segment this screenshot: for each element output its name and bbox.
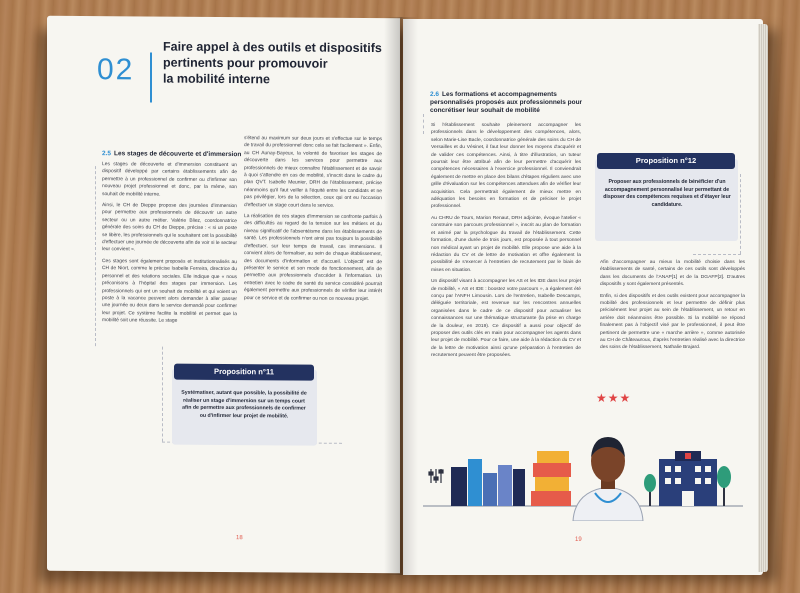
box-icon (537, 451, 569, 463)
paragraph: La réalisation de ces stages d'immersion se confronte parfois à des difficultés au regard de la tension sur les métiers et du niveau significatif de l'absentéisme dans les établissements de santé. Les professionnels n'ont ainsi pas toujours la possibilité d'effectuer, sur leur temps de travail, ces immersions. Il convient alors de formaliser, au sein de chaque établissement, des documents d'information et d'accueil. L'objectif est de présenter le service et son mode de fonctionnement, afin de permettre aux professionnels d'accéder à l'information. Un entretien avec le cadre de santé du service considéré pourrait également permettre aux professionnels de vérifier leur intérêt pour ce service et de confirmer ou non ce nouveau projet. (244, 214, 382, 302)
proposition-text: Systématiser, autant que possible, la possibilité de réaliser un stage d'immersion sur un temps court afin de permettre aux professionnels de confirmer ou d'infirmer leur projet de mobilité. (181, 389, 307, 420)
box-icon (533, 463, 571, 477)
dotted-line (693, 254, 741, 255)
doctor-icon (573, 437, 643, 521)
dotted-line (423, 114, 424, 134)
paragraph: Si l'établissement souhaite pleinement accompagner les professionnels dans le développement des compétences, alors, selon Marie-Lise Bacle, coordonnatrice générale des soins du CH de Versailles et du Vésinet, il faut leur donner les moyens d'acquérir et de valider ces compétences. Ainsi, à titre d'illustration, un tuteur pourrait leur être attribué afin de leur permettre d'acquérir les compétences nécessaires à l'exercice professionnel. Il conviendrait également de mettre en place des bilans d'étapes réguliers avec une grille d'évaluation sur les compétences attendues afin de vérifier leur acquisition. Cela permettrait également de mieux mettre en adéquation les besoins en formation et de préciser le projet professionnel. (431, 123, 581, 210)
dotted-line (740, 174, 741, 254)
proposition-title: Proposition n°12 (597, 153, 735, 169)
paragraph: Afin d'accompagner au mieux la mobilité choisie dans les établissements de santé, certains de ces outils sont développés dans les documents de l'ANAP[1] et de la DGAFP[2]. D'autres dispositifs y sont également présentés. (600, 260, 745, 288)
section-heading (102, 150, 241, 158)
chapter-divider (150, 52, 152, 102)
binder-icon (513, 469, 525, 506)
sliders-icon (429, 469, 443, 483)
box-icon (531, 491, 571, 506)
tree-icon (723, 485, 725, 506)
hospital-illustration (423, 411, 743, 521)
chapter-number: 02 (97, 53, 135, 87)
right-page (403, 19, 763, 575)
proposition-text: Proposer aux professionnels de bénéficier d'un accompagnement personnalisé leur permettant de disposer des compétences requises et d'étayer leur candidature. (603, 179, 731, 208)
dotted-line (162, 347, 163, 442)
section-heading (430, 91, 590, 115)
proposition-title: Proposition n°11 (174, 364, 314, 381)
section-title: Les formations et accompagnements personnalisés proposés aux professionnels pour concrétiser leur souhait de mobilité (430, 91, 583, 114)
chapter-title-line: pertinents pour promouvoir (163, 55, 328, 71)
box-icon (535, 477, 569, 491)
left-column-2 (244, 135, 382, 307)
page-number: 19 (575, 537, 582, 543)
right-column-1 (431, 122, 581, 364)
left-page (47, 16, 400, 573)
paragraph: Ces stages sont également proposés et institutionnalisés au CH de Niort, comme le précise Isabelle Ferreira, directrice du personnel et des relations sociales. Elle indique que « nous préconisons à l'hôpital des stages par immersion. Les professionnels qui ont un souhait de mobilité et qui voient un poste à la vacance peuvent alors demander à aller passer une journée ou deux dans le service demandé pour confirmer leur projet. Ce système facilite la mobilité et permet que la mobilité soit une réussite. Le stage (102, 259, 237, 324)
section-number: 2.5 (102, 150, 112, 158)
binder-icon (468, 459, 482, 506)
chapter-title-line: Faire appel à des outils et dispositifs (163, 39, 382, 56)
binder-icon (451, 467, 467, 506)
page-number: 18 (236, 535, 243, 542)
paragraph: Les stages de découverte et d'immersion constituent un dispositif développé par certains établissements afin de permettre à un professionnel de confirmer ou d'infirmer son nouveau projet professionnel et donc, par la même, son souhait de mobilité interne. (102, 162, 237, 198)
paragraph: Ainsi, le CH de Dieppe propose des journées d'immersion pour permettre aux professionnels de découvrir un autre secteur ou un autre métier. Valérie Bliez, coordonnatrice générale des soins du CH de Dieppe, précise : « si un poste se libère, les professionnels qui le souhaitent ont la possibilité d'effectuer une journée de découverte afin de voir si le secteur leur convient ». (102, 203, 237, 253)
paragraph: s'étend au maximum sur deux jours et s'effectue sur le temps de travail du professionnel donc cela se fait facilement ». Enfin, au CH Aunay-Bayeux, la volonté de favoriser les stages de découverte dans les services pour permettre aux professionnels de mieux connaître l'établissement et de savoir à quoi s'attendre en cas de mobilité, s'inscrit dans le cadre du plan QVT. Isabelle Meunier, DRH de l'établissement, précise néanmoins qu'il faut veiller à l'équité entre les candidats et ne pas privilégier, lors de la sélection, ceux qui ont eu l'occasion d'effectuer un stage court dans le service. (244, 136, 382, 209)
binder-icon (483, 473, 497, 506)
paragraph: Enfin, si des dispositifs et des outils existent pour accompagner la mobilité des professionnels et leur permettre de définir plus précisément leur projet au sein de l'établissement, un retour en arrière doit néanmoins être possible. Si la mobilité ne répond finalement pas à l'objectif visé par le professionnel, il peut être pertinent de permettre une « marche arrière », comme autorisée au CH de Châteauroux, d'après l'entretien réalisé avec la directrice des soins de l'établissement, Nathalie Brajard. (600, 293, 745, 351)
paragraph: Au CHRU de Tours, Marion Renaut, DRH adjointe, évoque l'atelier « construire son parcours professionnel », inscrit au plan de formation et animé par la psychologue du travail de l'établissement. Cette formation, d'une durée de trois jours, est proposée à tout personnel non médical ayant un projet de mobilité. Elle propose une aide à la rédaction du CV et de lettre de motivation et offre également la possibilité de s'exercer à l'entretien de recrutement par le biais de mises en situation. (431, 215, 581, 273)
page-edges (758, 24, 768, 572)
hospital-building-icon (659, 451, 717, 506)
chapter-title-line: la mobilité interne (163, 71, 270, 87)
stars-rating: ★★★ (596, 391, 632, 405)
section-number: 2.6 (430, 91, 440, 98)
section-title: Les stages de découverte et d'immersion (114, 150, 242, 159)
paragraph: Un dispositif visant à accompagner les AS et les IDE dans leur projet de mobilité, « AS et IDE : boostez votre parcours », a également été conçu par l'ANFH Limousin. Lors de l'entretien, Isabelle Descamps, déléguée territoriale, est revenue sur les rencontres annuelles organisées dans le cadre de ce dispositif pour actualiser les connaissances sur une thématique structurante (la prise en charge de la douleur, en 2019). Ce dispositif a aussi pour objectif de proposer des outils clés en main pour accompagner les agents dans leur projet de mobilité. Pour ce faire, une aide à la rédaction du CV et de la lettre de motivation ainsi qu'une préparation à l'entretien de recrutement peuvent être proposées. (431, 279, 581, 359)
right-column-2 (600, 259, 745, 356)
dotted-line (95, 166, 96, 346)
left-column-1 (102, 161, 237, 329)
binder-icon (498, 465, 512, 506)
chapter-title (163, 39, 393, 89)
